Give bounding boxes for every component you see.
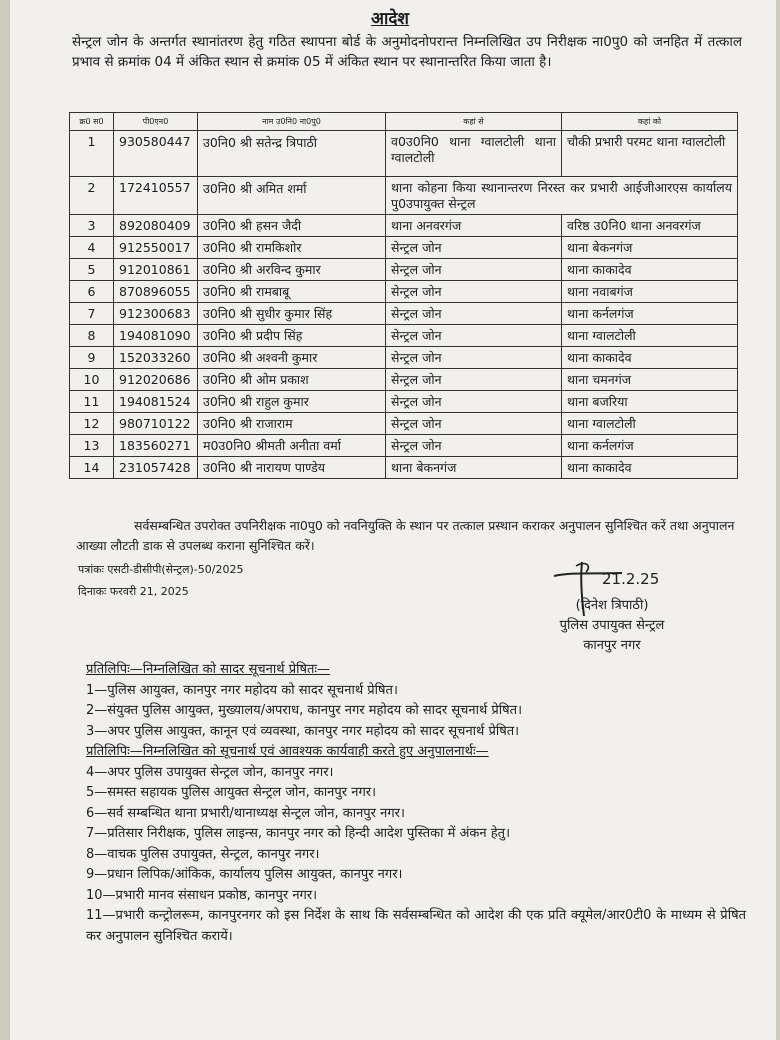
table-row — [70, 325, 738, 347]
cell-from: सेन्ट्रल जोन — [386, 281, 562, 303]
cell-from: सेन्ट्रल जोन — [386, 325, 562, 347]
col-header-to: कहां को — [562, 113, 738, 131]
cell-sn: 12 — [70, 413, 114, 435]
cell-to: थाना बेकनगंज — [562, 237, 738, 259]
list-item: 11—प्रभारी कन्ट्रोलरूम, कानपुरनगर को इस निर्देश के साथ कि सर्वसम्बन्धित को आदेश की एक प्रति क्यूमेल/आर0टी0 के माध्यम से प्रेषित कर अनुपालन सुनिश्चित करायें। — [86, 908, 746, 944]
cell-sn: 11 — [70, 391, 114, 413]
cell-from: सेन्ट्रल जोन — [386, 347, 562, 369]
list-item: 10—प्रभारी मानव संसाधन प्रकोष्ठ, कानपुर नगर। — [86, 887, 318, 903]
cell-sn: 6 — [70, 281, 114, 303]
cell-pno: 152033260 — [114, 347, 198, 369]
cell-pno: 231057428 — [114, 457, 198, 479]
cell-pno: 930580447 — [114, 131, 198, 177]
cell-sn: 4 — [70, 237, 114, 259]
cell-from: सेन्ट्रल जोन — [386, 413, 562, 435]
cell-from: थाना अनवरगंज — [386, 215, 562, 237]
cell-name: उ0नि0 श्री नारायण पाण्डेय — [198, 457, 386, 479]
reference-number: पत्रांकः एसटी-डीसीपी(सेन्ट्रल)-50/2025 — [78, 563, 244, 576]
order-date: दिनाकः फरवरी 21, 2025 — [78, 585, 189, 598]
table-row — [70, 177, 738, 215]
list-item: 2—संयुक्त पुलिस आयुक्त, मुख्यालय/अपराध, कानपुर नगर महोदय को सादर सूचनार्थ प्रेषित। — [86, 703, 523, 718]
table-row — [70, 435, 738, 457]
cell-pno: 912300683 — [114, 303, 198, 325]
col-header-name: नाम उ0नि0 ना0पु0 — [198, 113, 386, 131]
list-item: 4—अपर पुलिस उपायुक्त सेन्ट्रल जोन, कानपुर नगर। — [86, 764, 334, 780]
table-row — [70, 131, 738, 177]
cell-sn: 9 — [70, 347, 114, 369]
table-row — [70, 303, 738, 325]
cell-name: उ0नि0 श्री अश्वनी कुमार — [198, 347, 386, 369]
col-header-pno: पी0एन0 — [114, 113, 198, 131]
transfer-table — [69, 112, 738, 479]
cell-sn: 5 — [70, 259, 114, 281]
cell-name: उ0नि0 श्री सतेन्द्र त्रिपाठी — [198, 131, 386, 177]
cell-from: सेन्ट्रल जोन — [386, 391, 562, 413]
signatory-name: (दिनेश त्रिपाठी) — [575, 598, 649, 613]
cell-name: उ0नि0 श्री सुधीर कुमार सिंह — [198, 303, 386, 325]
cell-from: सेन्ट्रल जोन — [386, 303, 562, 325]
cell-from: थाना बेकनगंज — [386, 457, 562, 479]
cell-sn: 8 — [70, 325, 114, 347]
table-row — [70, 369, 738, 391]
cell-name: उ0नि0 श्री हसन जैदी — [198, 215, 386, 237]
cell-to: थाना ग्वालटोली — [562, 413, 738, 435]
cell-name: उ0नि0 श्री अमित शर्मा — [198, 177, 386, 215]
list-item: 5—समस्त सहायक पुलिस आयुक्त सेन्ट्रल जोन, कानपुर नगर। — [86, 785, 377, 800]
cell-to: थाना काकादेव — [562, 457, 738, 479]
cell-pno: 183560271 — [114, 435, 198, 457]
cell-from: सेन्ट्रल जोन — [386, 259, 562, 281]
cell-name: उ0नि0 श्री राजाराम — [198, 413, 386, 435]
cell-pno: 892080409 — [114, 215, 198, 237]
cell-pno: 172410557 — [114, 177, 198, 215]
cell-sn: 1 — [70, 131, 114, 177]
table-row — [70, 215, 738, 237]
cell-to: थाना काकादेव — [562, 347, 738, 369]
cell-from: सेन्ट्रल जोन — [386, 369, 562, 391]
cell-sn: 2 — [70, 177, 114, 215]
table-row — [70, 281, 738, 303]
cell-name: उ0नि0 श्री राहुल कुमार — [198, 391, 386, 413]
cell-to: चौकी प्रभारी परमट थाना ग्वालटोली — [562, 131, 738, 177]
table-row — [70, 259, 738, 281]
signature-block — [532, 596, 692, 656]
table-header-row — [70, 113, 738, 131]
cell-pno: 980710122 — [114, 413, 198, 435]
cell-from: सेन्ट्रल जोन — [386, 435, 562, 457]
list-item: 1—पुलिस आयुक्त, कानपुर नगर महोदय को सादर सूचनार्थ प्रेषित। — [86, 682, 398, 698]
table-row — [70, 347, 738, 369]
cell-to: थाना काकादेव — [562, 259, 738, 281]
col-header-sn: क्र0 स0 — [70, 113, 114, 131]
cell-pno: 194081524 — [114, 391, 198, 413]
closing-paragraph: सर्वसम्बन्धित उपरोक्त उपनिरीक्षक ना0पु0 को नवनियुक्ति के स्थान पर तत्काल प्रस्थान कराकर अनुपालन सुनिश्चित करें तथा अनुपालन आख्या लौटती डाक से उपलब्ध कराना सुनिश्चित करें। — [76, 518, 735, 553]
cell-pno: 912020686 — [114, 369, 198, 391]
cc-heading-1: प्रतिलिपिः—निम्नलिखित को सादर सूचनार्थ प्रेषितः— — [86, 662, 331, 677]
cell-name: उ0नि0 श्री रामकिशोर — [198, 237, 386, 259]
signatory-place: कानपुर नगर — [583, 638, 641, 653]
table-row — [70, 237, 738, 259]
cell-sn: 14 — [70, 457, 114, 479]
cell-sn: 3 — [70, 215, 114, 237]
order-heading: आदेश — [371, 9, 409, 29]
cell-name: उ0नि0 श्री अरविन्द कुमार — [198, 259, 386, 281]
cell-name: उ0नि0 श्री ओम प्रकाश — [198, 369, 386, 391]
cell-sn: 7 — [70, 303, 114, 325]
table-row — [70, 457, 738, 479]
cell-sn: 10 — [70, 369, 114, 391]
cell-to: थाना ग्वालटोली — [562, 325, 738, 347]
cell-pno: 870896055 — [114, 281, 198, 303]
list-item: 3—अपर पुलिस आयुक्त, कानून एवं व्यवस्था, कानपुर नगर महोदय को सादर सूचनार्थ प्रेषित। — [86, 723, 520, 739]
copy-to-section — [86, 660, 746, 947]
cell-sn: 13 — [70, 435, 114, 457]
cell-to: वरिष्ठ उ0नि0 थाना अनवरगंज — [562, 215, 738, 237]
cell-to: थाना चमनगंज — [562, 369, 738, 391]
signatory-designation: पुलिस उपायुक्त सेन्ट्रल — [559, 618, 665, 633]
table-row — [70, 391, 738, 413]
cell-to: थाना बजरिया — [562, 391, 738, 413]
list-item: 7—प्रतिसार निरीक्षक, पुलिस लाइन्स, कानपुर नगर को हिन्दी आदेश पुस्तिका में अंकन हेतु। — [86, 826, 511, 841]
signature-date: 21.2.25 — [602, 570, 660, 588]
cell-name: उ0नि0 श्री रामबाबू — [198, 281, 386, 303]
table-row — [70, 413, 738, 435]
cell-to: थाना नवाबगंज — [562, 281, 738, 303]
cell-pno: 194081090 — [114, 325, 198, 347]
list-item: 9—प्रधान लिपिक/आंकिक, कार्यालय पुलिस आयुक्त, कानपुर नगर। — [86, 867, 403, 882]
cell-pno: 912010861 — [114, 259, 198, 281]
cell-from: व0उ0नि0 थाना ग्वालटोली थाना ग्वालटोली — [386, 131, 562, 177]
cell-to: थाना कर्नलगंज — [562, 435, 738, 457]
list-item: 6—सर्व सम्बन्धित थाना प्रभारी/थानाध्यक्ष सेन्ट्रल जोन, कानपुर नगर। — [86, 805, 405, 821]
col-header-from: कहां से — [386, 113, 562, 131]
cell-remark: थाना कोहना किया स्थानान्तरण निरस्त कर प्रभारी आईजीआरएस कार्यालय पु0उपायुक्त सेन्ट्रल — [386, 177, 738, 215]
cell-from: सेन्ट्रल जोन — [386, 237, 562, 259]
intro-paragraph: सेन्ट्रल जोन के अन्तर्गत स्थानांतरण हेतु गठित स्थापना बोर्ड के अनुमोदनोपरान्त निम्नलिखित उप निरीक्षक ना0पु0 को जनहित में तत्काल प्रभाव से क्रमांक 04 में अंकित स्थान से क्रमांक 05 में अंकित स्थान पर स्थानान्तरित किया जाता है। — [72, 34, 742, 70]
cc-heading-2: प्रतिलिपिः—निम्नलिखित को सूचनार्थ एवं आवश्यक कार्यवाही करते हुए अनुपालनार्थः— — [86, 744, 489, 759]
cell-to: थाना कर्नलगंज — [562, 303, 738, 325]
cell-name: उ0नि0 श्री प्रदीप सिंह — [198, 325, 386, 347]
cell-name: म0उ0नि0 श्रीमती अनीता वर्मा — [198, 435, 386, 457]
cell-pno: 912550017 — [114, 237, 198, 259]
list-item: 8—वाचक पुलिस उपायुक्त, सेन्ट्रल, कानपुर नगर। — [86, 846, 320, 862]
